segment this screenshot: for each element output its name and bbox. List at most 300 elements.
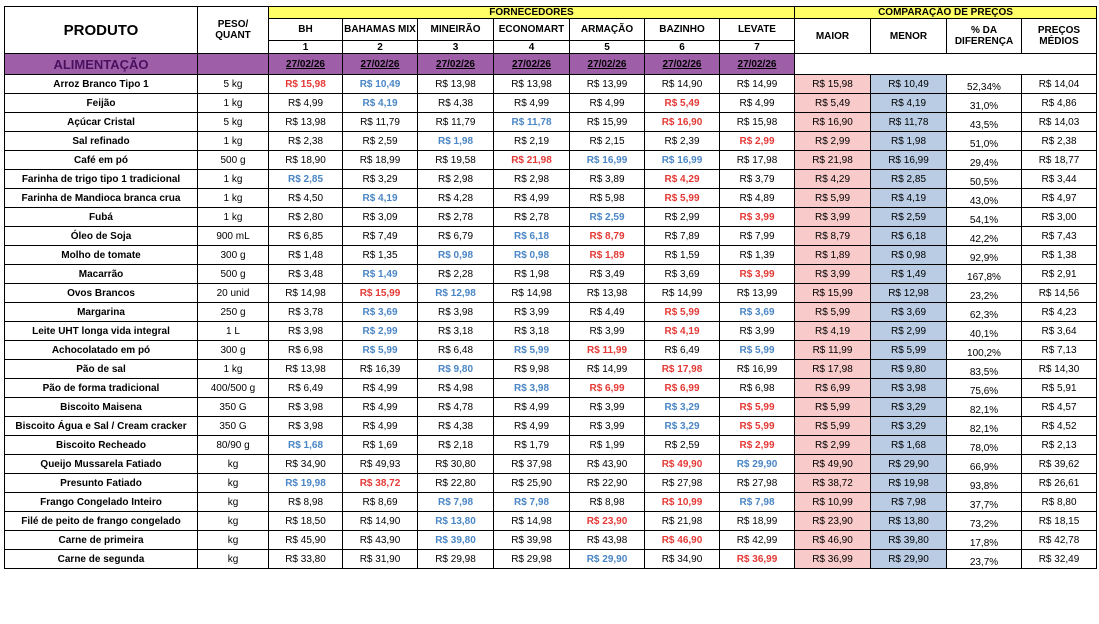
table-row <box>5 132 1097 151</box>
maior-price-cell: R$ 8,79 <box>795 227 871 246</box>
product-quantity: 1 kg <box>198 170 269 189</box>
supplier-price-cell: R$ 29,90 <box>720 455 795 474</box>
product-quantity: 300 g <box>198 246 269 265</box>
product-name: Carne de segunda <box>5 550 198 569</box>
menor-price-cell: R$ 1,68 <box>871 436 947 455</box>
maior-price-cell: R$ 15,99 <box>795 284 871 303</box>
average-price-cell: R$ 14,30 <box>1022 360 1097 379</box>
supplier-price-cell: R$ 6,49 <box>645 341 720 360</box>
maior-price-cell: R$ 23,90 <box>795 512 871 531</box>
supplier-price-cell: R$ 39,98 <box>494 531 570 550</box>
table-row <box>5 455 1097 474</box>
category-date: 27/02/26 <box>720 54 795 75</box>
supplier-price-cell: R$ 5,99 <box>494 341 570 360</box>
menor-header: MENOR <box>871 19 947 54</box>
produto-header: PRODUTO <box>5 7 198 54</box>
supplier-price-cell: R$ 18,99 <box>720 512 795 531</box>
table-row <box>5 417 1097 436</box>
maior-price-cell: R$ 4,19 <box>795 322 871 341</box>
supplier-price-cell: R$ 6,99 <box>570 379 645 398</box>
average-price-cell: R$ 4,86 <box>1022 94 1097 113</box>
supplier-price-cell: R$ 1,59 <box>645 246 720 265</box>
supplier-price-cell: R$ 15,99 <box>570 113 645 132</box>
menor-price-cell: R$ 9,80 <box>871 360 947 379</box>
difference-percent-cell: 23,2% <box>947 284 1022 303</box>
supplier-price-cell: R$ 4,19 <box>645 322 720 341</box>
supplier-price-cell: R$ 38,72 <box>343 474 418 493</box>
supplier-price-cell: R$ 3,78 <box>269 303 343 322</box>
supplier-price-cell: R$ 4,28 <box>418 189 494 208</box>
maior-price-cell: R$ 16,90 <box>795 113 871 132</box>
category-date: 27/02/26 <box>269 54 343 75</box>
supplier-price-cell: R$ 14,99 <box>645 284 720 303</box>
maior-price-cell: R$ 1,89 <box>795 246 871 265</box>
supplier-price-cell: R$ 11,79 <box>418 113 494 132</box>
average-price-cell: R$ 18,77 <box>1022 151 1097 170</box>
supplier-price-cell: R$ 43,90 <box>570 455 645 474</box>
supplier-price-cell: R$ 2,99 <box>645 208 720 227</box>
supplier-price-cell: R$ 4,99 <box>494 417 570 436</box>
average-price-cell: R$ 42,78 <box>1022 531 1097 550</box>
supplier-price-cell: R$ 3,69 <box>645 265 720 284</box>
menor-price-cell: R$ 0,98 <box>871 246 947 265</box>
supplier-price-cell: R$ 11,78 <box>494 113 570 132</box>
maior-price-cell: R$ 2,99 <box>795 436 871 455</box>
product-name: Óleo de Soja <box>5 227 198 246</box>
product-quantity: kg <box>198 531 269 550</box>
supplier-price-cell: R$ 3,29 <box>343 170 418 189</box>
supplier-price-cell: R$ 43,90 <box>343 531 418 550</box>
maior-price-cell: R$ 5,99 <box>795 398 871 417</box>
supplier-price-cell: R$ 34,90 <box>269 455 343 474</box>
supplier-price-cell: R$ 4,99 <box>494 94 570 113</box>
supplier-number: 6 <box>645 41 720 54</box>
product-name: Queijo Mussarela Fatiado <box>5 455 198 474</box>
supplier-header: MINEIRÃO <box>418 19 494 41</box>
supplier-price-cell: R$ 3,98 <box>269 417 343 436</box>
average-price-cell: R$ 3,64 <box>1022 322 1097 341</box>
supplier-price-cell: R$ 1,49 <box>343 265 418 284</box>
average-price-cell: R$ 1,38 <box>1022 246 1097 265</box>
product-name: Achocolatado em pó <box>5 341 198 360</box>
supplier-header: ARMAÇÃO <box>570 19 645 41</box>
menor-price-cell: R$ 11,78 <box>871 113 947 132</box>
menor-price-cell: R$ 1,49 <box>871 265 947 284</box>
supplier-price-cell: R$ 0,98 <box>494 246 570 265</box>
table-row <box>5 436 1097 455</box>
menor-price-cell: R$ 2,85 <box>871 170 947 189</box>
supplier-price-cell: R$ 4,99 <box>343 417 418 436</box>
supplier-price-cell: R$ 29,98 <box>418 550 494 569</box>
product-name: Feijão <box>5 94 198 113</box>
supplier-price-cell: R$ 2,78 <box>494 208 570 227</box>
difference-percent-cell: 54,1% <box>947 208 1022 227</box>
supplier-price-cell: R$ 14,90 <box>645 75 720 94</box>
average-price-cell: R$ 3,00 <box>1022 208 1097 227</box>
supplier-price-cell: R$ 15,98 <box>720 113 795 132</box>
supplier-price-cell: R$ 4,50 <box>269 189 343 208</box>
maior-price-cell: R$ 10,99 <box>795 493 871 512</box>
product-quantity: 1 kg <box>198 360 269 379</box>
supplier-price-cell: R$ 3,98 <box>269 398 343 417</box>
maior-price-cell: R$ 36,99 <box>795 550 871 569</box>
product-quantity: 1 kg <box>198 132 269 151</box>
supplier-price-cell: R$ 4,19 <box>343 94 418 113</box>
supplier-price-cell: R$ 3,89 <box>570 170 645 189</box>
supplier-price-cell: R$ 23,90 <box>570 512 645 531</box>
table-row <box>5 170 1097 189</box>
table-row <box>5 246 1097 265</box>
supplier-price-cell: R$ 4,49 <box>570 303 645 322</box>
maior-price-cell: R$ 5,99 <box>795 189 871 208</box>
average-price-cell: R$ 7,13 <box>1022 341 1097 360</box>
supplier-price-cell: R$ 5,99 <box>645 189 720 208</box>
category-date: 27/02/26 <box>494 54 570 75</box>
supplier-price-cell: R$ 3,79 <box>720 170 795 189</box>
difference-percent-cell: 29,4% <box>947 151 1022 170</box>
average-price-cell: R$ 8,80 <box>1022 493 1097 512</box>
supplier-price-cell: R$ 37,98 <box>494 455 570 474</box>
product-quantity: 350 G <box>198 417 269 436</box>
supplier-price-cell: R$ 39,80 <box>418 531 494 550</box>
supplier-price-cell: R$ 33,80 <box>269 550 343 569</box>
supplier-price-cell: R$ 4,99 <box>269 94 343 113</box>
table-row <box>5 550 1097 569</box>
product-quantity: kg <box>198 512 269 531</box>
supplier-price-cell: R$ 43,98 <box>570 531 645 550</box>
table-row <box>5 512 1097 531</box>
menor-price-cell: R$ 6,18 <box>871 227 947 246</box>
maior-price-cell: R$ 5,49 <box>795 94 871 113</box>
menor-price-cell: R$ 12,98 <box>871 284 947 303</box>
product-name: Pão de forma tradicional <box>5 379 198 398</box>
product-name: Biscoito Maisena <box>5 398 198 417</box>
supplier-price-cell: R$ 1,48 <box>269 246 343 265</box>
supplier-price-cell: R$ 14,99 <box>720 75 795 94</box>
product-quantity: 5 kg <box>198 75 269 94</box>
table-row <box>5 189 1097 208</box>
supplier-number: 1 <box>269 41 343 54</box>
maior-price-cell: R$ 4,29 <box>795 170 871 189</box>
difference-percent-cell: 100,2% <box>947 341 1022 360</box>
product-quantity: 250 g <box>198 303 269 322</box>
product-name: Sal refinado <box>5 132 198 151</box>
supplier-price-cell: R$ 1,35 <box>343 246 418 265</box>
table-row <box>5 284 1097 303</box>
product-quantity: 350 G <box>198 398 269 417</box>
supplier-price-cell: R$ 27,98 <box>645 474 720 493</box>
maior-header: MAIOR <box>795 19 871 54</box>
supplier-price-cell: R$ 42,99 <box>720 531 795 550</box>
supplier-price-cell: R$ 2,15 <box>570 132 645 151</box>
supplier-price-cell: R$ 16,39 <box>343 360 418 379</box>
supplier-price-cell: R$ 10,99 <box>645 493 720 512</box>
supplier-price-cell: R$ 4,38 <box>418 417 494 436</box>
supplier-price-cell: R$ 36,99 <box>720 550 795 569</box>
average-price-cell: R$ 5,91 <box>1022 379 1097 398</box>
difference-percent-cell: 167,8% <box>947 265 1022 284</box>
table-row <box>5 208 1097 227</box>
maior-price-cell: R$ 46,90 <box>795 531 871 550</box>
supplier-price-cell: R$ 5,49 <box>645 94 720 113</box>
supplier-price-cell: R$ 3,98 <box>494 379 570 398</box>
product-name: Café em pó <box>5 151 198 170</box>
product-name: Frango Congelado Inteiro <box>5 493 198 512</box>
table-row <box>5 398 1097 417</box>
supplier-price-cell: R$ 13,98 <box>418 75 494 94</box>
supplier-price-cell: R$ 4,99 <box>570 94 645 113</box>
peso-header: PESO/ QUANT <box>198 7 269 54</box>
supplier-price-cell: R$ 4,99 <box>494 398 570 417</box>
supplier-price-cell: R$ 2,39 <box>645 132 720 151</box>
difference-percent-cell: 17,8% <box>947 531 1022 550</box>
supplier-price-cell: R$ 18,50 <box>269 512 343 531</box>
difference-percent-cell: 42,2% <box>947 227 1022 246</box>
difference-percent-cell: 43,5% <box>947 113 1022 132</box>
supplier-price-cell: R$ 14,98 <box>269 284 343 303</box>
supplier-number: 5 <box>570 41 645 54</box>
maior-price-cell: R$ 38,72 <box>795 474 871 493</box>
supplier-price-cell: R$ 7,99 <box>720 227 795 246</box>
supplier-price-cell: R$ 3,99 <box>494 303 570 322</box>
supplier-price-cell: R$ 3,99 <box>720 322 795 341</box>
category-date: 27/02/26 <box>418 54 494 75</box>
supplier-price-cell: R$ 3,18 <box>418 322 494 341</box>
menor-price-cell: R$ 16,99 <box>871 151 947 170</box>
supplier-price-cell: R$ 9,98 <box>494 360 570 379</box>
menor-price-cell: R$ 4,19 <box>871 189 947 208</box>
supplier-price-cell: R$ 3,09 <box>343 208 418 227</box>
supplier-price-cell: R$ 13,98 <box>494 75 570 94</box>
supplier-price-cell: R$ 3,99 <box>570 398 645 417</box>
supplier-header: ECONOMART <box>494 19 570 41</box>
supplier-price-cell: R$ 3,99 <box>720 208 795 227</box>
maior-price-cell: R$ 49,90 <box>795 455 871 474</box>
supplier-price-cell: R$ 2,28 <box>418 265 494 284</box>
supplier-price-cell: R$ 2,19 <box>494 132 570 151</box>
menor-price-cell: R$ 39,80 <box>871 531 947 550</box>
maior-price-cell: R$ 21,98 <box>795 151 871 170</box>
maior-price-cell: R$ 2,99 <box>795 132 871 151</box>
supplier-price-cell: R$ 3,29 <box>645 417 720 436</box>
supplier-price-cell: R$ 3,69 <box>343 303 418 322</box>
supplier-price-cell: R$ 13,98 <box>269 360 343 379</box>
supplier-price-cell: R$ 1,68 <box>269 436 343 455</box>
supplier-price-cell: R$ 8,98 <box>269 493 343 512</box>
supplier-price-cell: R$ 34,90 <box>645 550 720 569</box>
supplier-price-cell: R$ 3,99 <box>570 417 645 436</box>
supplier-price-cell: R$ 7,98 <box>720 493 795 512</box>
menor-price-cell: R$ 29,90 <box>871 455 947 474</box>
supplier-price-cell: R$ 2,18 <box>418 436 494 455</box>
supplier-price-cell: R$ 49,90 <box>645 455 720 474</box>
supplier-price-cell: R$ 5,99 <box>720 417 795 436</box>
supplier-price-cell: R$ 13,80 <box>418 512 494 531</box>
price-comparison-table <box>4 6 1097 569</box>
supplier-price-cell: R$ 6,49 <box>269 379 343 398</box>
maior-price-cell: R$ 3,99 <box>795 208 871 227</box>
menor-price-cell: R$ 3,98 <box>871 379 947 398</box>
supplier-price-cell: R$ 46,90 <box>645 531 720 550</box>
supplier-price-cell: R$ 45,90 <box>269 531 343 550</box>
supplier-price-cell: R$ 6,48 <box>418 341 494 360</box>
precos-medios-header: PREÇOS MÉDIOS <box>1022 19 1097 54</box>
supplier-price-cell: R$ 13,98 <box>269 113 343 132</box>
supplier-price-cell: R$ 29,90 <box>570 550 645 569</box>
table-row <box>5 341 1097 360</box>
supplier-number: 2 <box>343 41 418 54</box>
table-row <box>5 265 1097 284</box>
supplier-price-cell: R$ 25,90 <box>494 474 570 493</box>
supplier-price-cell: R$ 14,90 <box>343 512 418 531</box>
product-name: Pão de sal <box>5 360 198 379</box>
supplier-price-cell: R$ 22,90 <box>570 474 645 493</box>
supplier-price-cell: R$ 15,98 <box>269 75 343 94</box>
supplier-price-cell: R$ 8,98 <box>570 493 645 512</box>
product-name: Biscoito Água e Sal / Cream cracker <box>5 417 198 436</box>
supplier-header: LEVATE <box>720 19 795 41</box>
supplier-price-cell: R$ 3,99 <box>720 265 795 284</box>
supplier-price-cell: R$ 2,98 <box>494 170 570 189</box>
supplier-price-cell: R$ 4,99 <box>720 94 795 113</box>
difference-percent-cell: 23,7% <box>947 550 1022 569</box>
menor-price-cell: R$ 2,59 <box>871 208 947 227</box>
supplier-price-cell: R$ 3,98 <box>418 303 494 322</box>
maior-price-cell: R$ 5,99 <box>795 303 871 322</box>
product-name: Leite UHT longa vida integral <box>5 322 198 341</box>
supplier-price-cell: R$ 10,49 <box>343 75 418 94</box>
supplier-price-cell: R$ 4,78 <box>418 398 494 417</box>
supplier-price-cell: R$ 7,98 <box>418 493 494 512</box>
supplier-price-cell: R$ 4,29 <box>645 170 720 189</box>
difference-percent-cell: 75,6% <box>947 379 1022 398</box>
product-name: Filé de peito de frango congelado <box>5 512 198 531</box>
supplier-price-cell: R$ 14,98 <box>494 512 570 531</box>
supplier-price-cell: R$ 6,98 <box>269 341 343 360</box>
difference-percent-cell: 52,34% <box>947 75 1022 94</box>
product-name: Presunto Fatiado <box>5 474 198 493</box>
average-price-cell: R$ 7,43 <box>1022 227 1097 246</box>
supplier-price-cell: R$ 1,98 <box>494 265 570 284</box>
difference-percent-cell: 51,0% <box>947 132 1022 151</box>
supplier-price-cell: R$ 6,85 <box>269 227 343 246</box>
supplier-price-cell: R$ 5,99 <box>720 398 795 417</box>
product-name: Açúcar Cristal <box>5 113 198 132</box>
supplier-price-cell: R$ 4,98 <box>418 379 494 398</box>
supplier-price-cell: R$ 2,59 <box>343 132 418 151</box>
supplier-price-cell: R$ 11,99 <box>570 341 645 360</box>
table-row <box>5 113 1097 132</box>
supplier-price-cell: R$ 2,99 <box>343 322 418 341</box>
product-quantity: 1 L <box>198 322 269 341</box>
product-quantity: 1 kg <box>198 208 269 227</box>
supplier-price-cell: R$ 49,93 <box>343 455 418 474</box>
supplier-price-cell: R$ 15,99 <box>343 284 418 303</box>
supplier-price-cell: R$ 16,99 <box>570 151 645 170</box>
supplier-price-cell: R$ 2,80 <box>269 208 343 227</box>
table-row <box>5 531 1097 550</box>
supplier-number: 7 <box>720 41 795 54</box>
difference-percent-cell: 37,7% <box>947 493 1022 512</box>
supplier-price-cell: R$ 17,98 <box>645 360 720 379</box>
supplier-price-cell: R$ 4,99 <box>343 398 418 417</box>
supplier-price-cell: R$ 18,90 <box>269 151 343 170</box>
supplier-price-cell: R$ 6,98 <box>720 379 795 398</box>
menor-price-cell: R$ 3,29 <box>871 398 947 417</box>
supplier-price-cell: R$ 3,48 <box>269 265 343 284</box>
product-quantity: 1 kg <box>198 189 269 208</box>
supplier-price-cell: R$ 7,98 <box>494 493 570 512</box>
difference-percent-cell: 66,9% <box>947 455 1022 474</box>
category-date: 27/02/26 <box>570 54 645 75</box>
product-quantity: kg <box>198 474 269 493</box>
product-name: Fubá <box>5 208 198 227</box>
supplier-price-cell: R$ 13,99 <box>570 75 645 94</box>
supplier-price-cell: R$ 22,80 <box>418 474 494 493</box>
table-row <box>5 379 1097 398</box>
product-quantity: 20 unid <box>198 284 269 303</box>
difference-percent-cell: 40,1% <box>947 322 1022 341</box>
average-price-cell: R$ 14,04 <box>1022 75 1097 94</box>
difference-percent-cell: 83,5% <box>947 360 1022 379</box>
average-price-cell: R$ 2,91 <box>1022 265 1097 284</box>
table-row <box>5 151 1097 170</box>
average-price-cell: R$ 14,56 <box>1022 284 1097 303</box>
supplier-price-cell: R$ 1,89 <box>570 246 645 265</box>
menor-price-cell: R$ 19,98 <box>871 474 947 493</box>
product-name: Carne de primeira <box>5 531 198 550</box>
supplier-price-cell: R$ 19,58 <box>418 151 494 170</box>
table-row <box>5 493 1097 512</box>
supplier-number: 4 <box>494 41 570 54</box>
menor-price-cell: R$ 1,98 <box>871 132 947 151</box>
supplier-price-cell: R$ 2,85 <box>269 170 343 189</box>
menor-price-cell: R$ 13,80 <box>871 512 947 531</box>
supplier-price-cell: R$ 8,79 <box>570 227 645 246</box>
average-price-cell: R$ 18,15 <box>1022 512 1097 531</box>
supplier-header: BAZINHO <box>645 19 720 41</box>
product-quantity: 900 mL <box>198 227 269 246</box>
supplier-price-cell: R$ 29,98 <box>494 550 570 569</box>
supplier-price-cell: R$ 3,98 <box>269 322 343 341</box>
fornecedores-header: FORNECEDORES <box>269 7 795 19</box>
supplier-price-cell: R$ 21,98 <box>645 512 720 531</box>
supplier-header: BAHAMAS MIX <box>343 19 418 41</box>
category-date: 27/02/26 <box>343 54 418 75</box>
supplier-price-cell: R$ 8,69 <box>343 493 418 512</box>
comparacao-header: COMPARAÇÃO DE PREÇOS <box>795 7 1097 19</box>
supplier-header: BH <box>269 19 343 41</box>
average-price-cell: R$ 4,57 <box>1022 398 1097 417</box>
menor-price-cell: R$ 4,19 <box>871 94 947 113</box>
supplier-price-cell: R$ 4,99 <box>343 379 418 398</box>
supplier-price-cell: R$ 6,99 <box>645 379 720 398</box>
average-price-cell: R$ 2,13 <box>1022 436 1097 455</box>
difference-percent-cell: 82,1% <box>947 398 1022 417</box>
product-quantity: kg <box>198 455 269 474</box>
supplier-price-cell: R$ 16,99 <box>645 151 720 170</box>
supplier-price-cell: R$ 3,18 <box>494 322 570 341</box>
menor-price-cell: R$ 10,49 <box>871 75 947 94</box>
table-row <box>5 75 1097 94</box>
maior-price-cell: R$ 5,99 <box>795 417 871 436</box>
product-quantity: 500 g <box>198 265 269 284</box>
product-name: Farinha de trigo tipo 1 tradicional <box>5 170 198 189</box>
product-name: Macarrão <box>5 265 198 284</box>
table-row <box>5 360 1097 379</box>
product-quantity: kg <box>198 493 269 512</box>
supplier-price-cell: R$ 3,49 <box>570 265 645 284</box>
